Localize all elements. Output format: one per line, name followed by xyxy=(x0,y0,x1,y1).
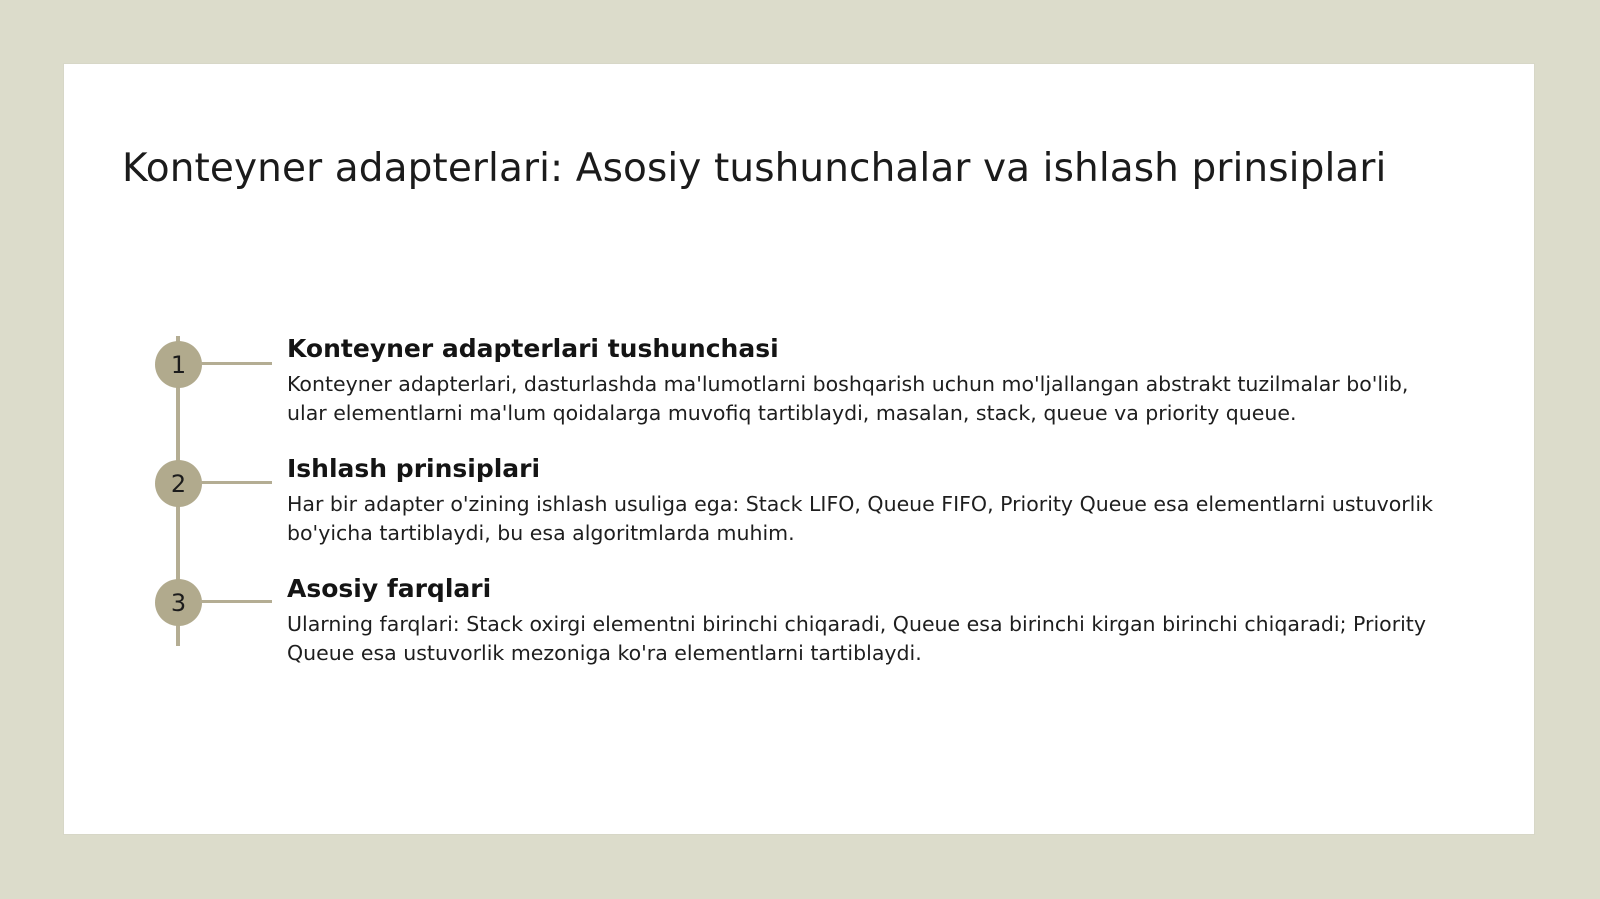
step-description: Ularning farqlari: Stack oxirgi elementni birinchi chiqaradi, Queue esa birinchi kirgan birinchi chiqaradi; Priority Queue esa ustuvorlik mezoniga ko'ra elementlarni tartiblaydi. xyxy=(287,612,1426,665)
slide-title: Konteyner adapterlari: Asosiy tushunchalar va ishlash prinsiplari xyxy=(122,146,1387,191)
step-connector xyxy=(200,362,272,365)
step-heading: Asosiy farqlari xyxy=(287,574,492,603)
slide xyxy=(64,64,1534,834)
timeline xyxy=(64,64,1534,834)
step-heading: Ishlash prinsiplari xyxy=(287,454,541,483)
step-heading: Konteyner adapterlari tushunchasi xyxy=(287,334,779,363)
step-number-badge xyxy=(155,460,202,507)
step-number-badge xyxy=(155,341,202,388)
step-description: Konteyner adapterlari, dasturlashda ma'lumotlarni boshqarish uchun mo'ljallangan abstrakt tuzilmalar bo'lib, ular elementlarni ma'lum qoidalarga muvofiq tartiblaydi, masalan, stack, queue va priority queue. xyxy=(287,372,1409,425)
step-number-badge xyxy=(155,579,202,626)
step-number: 1 xyxy=(170,350,187,379)
step-connector xyxy=(200,481,272,484)
step-connector xyxy=(200,600,272,603)
step-description: Har bir adapter o'zining ishlash usuliga ega: Stack LIFO, Queue FIFO, Priority Queue esa elementlarni ustuvorlik bo'yicha tartiblaydi, bu esa algoritmlarda muhim. xyxy=(287,492,1433,545)
step-number: 3 xyxy=(170,588,187,617)
step-number: 2 xyxy=(170,469,187,498)
